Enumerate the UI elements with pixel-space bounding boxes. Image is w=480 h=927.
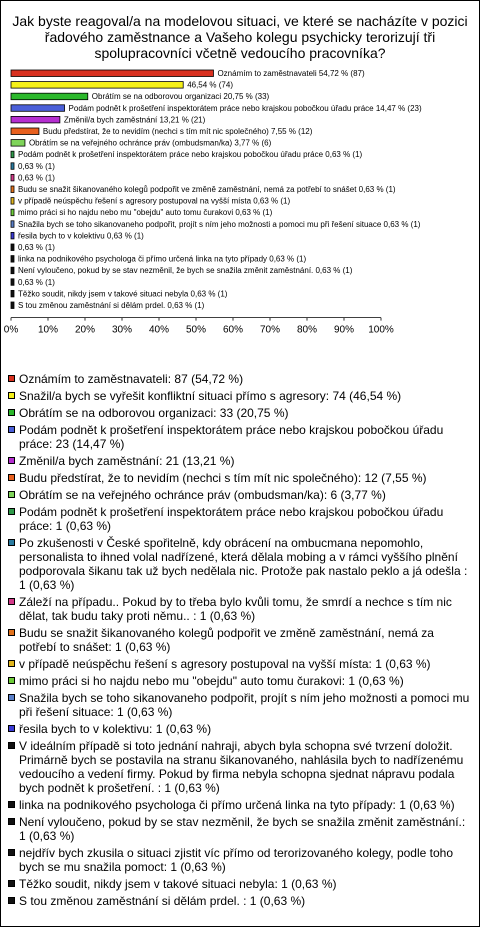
legend-label: Po zkušenosti v České spořitelně, kdy obrácení na ombucmana nepomohlo, personalista to ihned volal nadřízené, která dělala mobing a v rámci vyššího plnění podporovala šikanu tak už bych nedělala nic. Protože pak nastalo peklo a já odešla : 1 (0,63 %) [19,536,468,592]
legend-item [7,815,473,843]
legend-item [7,406,473,420]
legend-item [7,372,473,386]
bar-label-1: 46,54 % (74) [187,80,234,90]
legend-item [7,739,473,795]
legend-label: Snažil/a bych se vyřešit konfliktní situaci přímo s agresory: 74 (46,54 %) [19,389,402,403]
legend-item [7,846,473,874]
x-tick-label-3: 30% [111,324,133,336]
bar-label-0: Oznámím to zaměstnavateli 54,72 % (87) [217,69,365,78]
bar-11 [11,198,14,205]
x-tick-label-4: 40% [148,324,170,336]
x-tick-label-2: 20% [74,324,96,336]
x-tick-label-5: 50% [185,324,207,336]
bar-6 [11,140,25,147]
legend-swatch [8,694,15,701]
bar-label-19: Těžko soudit, nikdy jsem v takové situaci nebyla 0,63 % (1) [18,289,228,299]
legend-swatch [8,660,15,667]
legend-label: linka na podnikového psychologa či přímo určená linka na tyto případy: 1 (0,63 %) [19,798,455,812]
legend-swatch [8,598,15,605]
bar-label-3: Podám podnět k prošetření inspektorátem práce nebo krajskou pobočkou úřadu práce 14,47 % (23) [68,103,422,113]
legend-swatch [8,392,15,399]
legend-label: Změnil/a bych zaměstnání: 21 (13,21 %) [19,454,235,468]
legend-swatch [8,897,15,904]
legend-swatch [8,375,15,382]
x-axis [4,318,394,336]
bar-label-20: S tou změnou zaměstnání si dělám prdel. 0,63 % (1) [18,301,205,310]
legend-label: Obrátím se na odborovou organizaci: 33 (20,75 %) [19,406,289,420]
bar-label-11: v případě neúspěchu řešení s agresory postupoval na vyšší místa 0,63 % (1) [18,196,291,206]
bar-label-16: linka na podnikového psychologa či přímo určená linka na tyto případy 0,63 % (1) [18,254,307,264]
legend-swatch [8,742,15,749]
legend-label: Budu se snažit šikanovaného kolegů podpořit ve změně zaměstnání, nemá za potřebí to snášet: 1 (0,63 %) [19,626,434,654]
legend-item [7,423,473,451]
bar-13 [11,221,14,228]
bar-chart [1,1,479,371]
bar-label-8: 0,63 % (1) [18,161,55,171]
bar-label-13: Snažila bych se toho sikanovaneho podpořit, projít s ním jeho možnosti a pomoci mu při řešení situace 0,63 % (1) [18,219,421,229]
legend-item [7,798,473,812]
legend-label: Záleží na případu.. Pokud by to třeba bylo kvůli tomu, že smrdí a nechce s tím nic dělat, tak budu taky proti němu.. : 1 (0,63 %) [19,595,452,623]
legend-swatch [8,629,15,636]
legend-item [7,389,473,403]
bar-label-5: Budu předstírat, že to nevidím (nechci s tím mít nic společného) 7,55 % (12) [42,127,313,136]
bar-label-10: Budu se snažit šikanovaného kolegů podpořit ve změně zaměstnání, nemá za potřebí to snášet 0,63 % (1) [18,185,396,194]
bar-19 [11,290,14,297]
legend-label: v případě neúspěchu řešení s agresory postupoval na vyšší místa: 1 (0,63 %) [19,657,431,671]
bar-label-15: 0,63 % (1) [18,243,55,252]
legend-item [7,626,473,654]
legend-item [7,505,473,533]
bar-2 [11,93,88,100]
bar-label-6: Obrátím se na veřejného ochránce práv (ombudsman/ka) 3,77 % (6) [28,138,272,148]
bar-label-4: Změnil/a bych zaměstnání 13,21 % (21) [63,115,206,125]
bar-8 [11,163,14,170]
labels-layer [18,69,422,310]
legend-swatch [8,426,15,433]
bar-4 [11,116,60,123]
x-tick-label-0: 0% [3,324,19,336]
legend-label: Těžko soudit, nikdy jsem v takové situaci nebyla: 1 (0,63 %) [19,877,337,891]
legend-swatch [8,677,15,684]
legend-label: mimo práci si ho najdu nebo mu "obejdu" auto tomu čurakovi: 1 (0,63 %) [19,674,404,688]
legend-label: V ideálním případě si toto jednání nahraji, abych byla schopna své tvrzení doložit. Primárně bych se postavila na stranu šikanovaného, nahlásila bych to nadřízenému vedoucího a vedení firmy. Pokud by firma nebyla schopna sjednat nápravu podala bych podnět k prošetření. : 1 (0,63 %) [19,739,464,795]
legend-item [7,691,473,719]
legend-label: Obrátím se na veřejného ochránce práv (ombudsman/ka): 6 (3,77 %) [19,488,386,502]
bar-16 [11,256,14,263]
x-tick-label-9: 90% [333,324,355,336]
legend-label: Není vyloučeno, pokud by se stav nezměnil, že bych se snažila změnit zaměstnání.: 1 (0,63 %) [19,815,466,843]
bar-label-9: 0,63 % (1) [18,173,55,183]
legend-swatch [8,457,15,464]
bar-14 [11,232,14,239]
bar-7 [11,151,14,158]
bar-label-17: Není vyloučeno, pokud by se stav nezměnil, že bych se snažila změnit zaměstnání. 0,63 % (1) [18,266,353,276]
bar-12 [11,209,14,216]
legend-label: Podám podnět k prošetření inspektorátem práce nebo krajskou pobočkou úřadu práce: 23 (14,47 %) [19,423,444,451]
legend-swatch [8,474,15,481]
legend-label: Oznámím to zaměstnavateli: 87 (54,72 %) [19,372,244,386]
legend-item [7,894,473,908]
legend-item [7,674,473,688]
legend-label: S tou změnou zaměstnání si dělám prdel. : 1 (0,63 %) [19,894,306,908]
bar-label-2: Obrátím se na odborovou organizaci 20,75 % (33) [91,92,270,102]
legend-swatch [8,880,15,887]
x-tick-label-10: 100% [368,324,394,336]
bar-10 [11,186,14,193]
legend-item [7,877,473,891]
bar-label-14: řesila bych to v kolektivu 0,63 % (1) [18,231,144,241]
legend-label: řesila bych to v kolektivu: 1 (0,63 %) [19,722,212,736]
legend-label: Podám podnět k prošetření inspektorátem práce nebo krajskou pobočkou úřadu práce: 1 (0,63 %) [19,505,444,533]
x-tick-label-8: 80% [296,324,318,336]
legend-swatch [8,801,15,808]
legend-label: Budu předstírat, že to nevidím (nechci s tím mít nic společného): 12 (7,55 %) [19,471,427,485]
bar-5 [11,128,39,135]
legend-swatch [8,539,15,546]
x-tick-label-7: 70% [259,324,281,336]
bar-label-7: Podám podnět k prošetření inspektorátem práce nebo krajskou pobočkou úřadu práce 0,63 % (1) [18,150,363,160]
bar-label-12: mimo práci si ho najdu nebo mu "obejdu" auto tomu čurakovi 0,63 % (1) [18,208,273,218]
bar-18 [11,279,14,286]
legend-swatch [8,725,15,732]
bar-9 [11,174,14,181]
legend-item [7,657,473,671]
legend-item [7,722,473,736]
legend-swatch [8,409,15,416]
legend-item [7,454,473,468]
x-tick-label-1: 10% [37,324,59,336]
legend-label: nejdřív bych zkusila o situaci zjistit víc přímo od terorizovaného kolegy, podle toho bych se mu snažila pomoct: 1 (0,63 %) [19,846,453,874]
bar-label-18: 0,63 % (1) [18,277,55,287]
bar-20 [11,302,14,309]
bar-0 [11,70,213,77]
legend-swatch [8,508,15,515]
bar-3 [11,105,65,112]
x-tick-label-6: 60% [222,324,244,336]
legend [7,372,473,911]
legend-swatch [8,818,15,825]
legend-item [7,595,473,623]
chart-title: Jak byste reagoval/a na modelovou situaci, ve které se nacházíte v pozici řadového zaměstnance a Vašeho kolegu psychicky terorizují tři spolupracovníci včetně vedoucího pracovníka? [12,13,468,61]
bar-1 [11,82,183,89]
legend-swatch [8,849,15,856]
bar-15 [11,244,14,251]
bar-17 [11,267,14,274]
legend-swatch [8,491,15,498]
legend-item [7,488,473,502]
legend-label: Snažila bych se toho sikanovaneho podpořit, projít s ním jeho možnosti a pomoci mu při řešení situace: 1 (0,63 %) [19,691,470,719]
legend-item [7,471,473,485]
legend-item [7,536,473,592]
